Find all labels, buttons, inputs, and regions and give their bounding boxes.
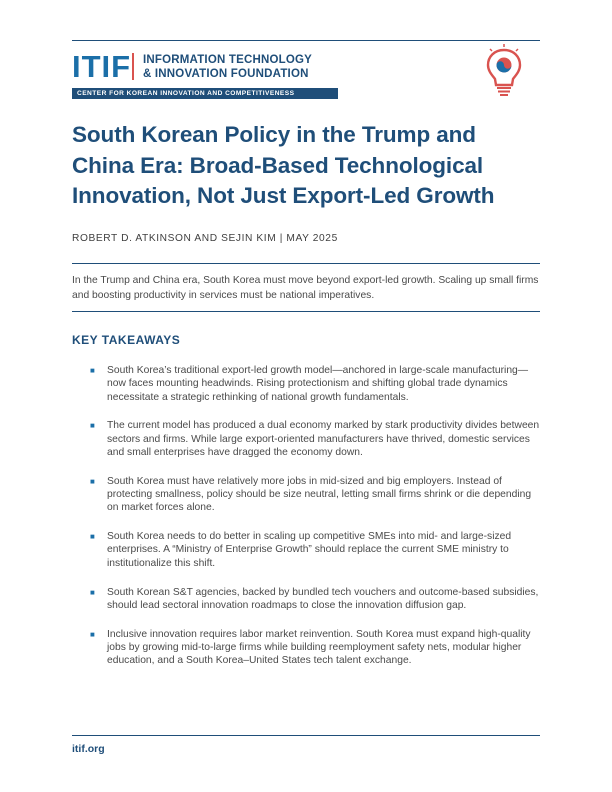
footer-rule [72,735,540,736]
footer-website-link[interactable]: itif.org [72,743,105,755]
takeaway-text: South Korea’s traditional export-led growth model—anchored in large-scale manufacturing—now faces mounting headwinds. Rising protectionism and shifting global trade dynamics necessitate a strategic rethinking of national growth fundamentals. [107,365,529,403]
report-byline: ROBERT D. ATKINSON AND SEJIN KIM | MAY 2025 [72,233,338,244]
bullet-icon: ■ [90,476,95,486]
takeaway-text: The current model has produced a dual economy marked by stark productivity divides between sectors and firms. While large export-oriented manufacturers have thrived, domestic services and small enterprises have dragged the economy down. [107,420,540,458]
takeaway-item [72,530,542,570]
bullet-icon: ■ [90,629,95,639]
bullet-icon: ■ [90,366,95,375]
center-name-band: CENTER FOR KOREAN INNOVATION AND COMPETITIVENESS [72,88,338,99]
itif-logo-mark[interactable]: ITIF [72,49,132,84]
takeaway-text: South Korea needs to do better in scaling up competitive SMEs into mid- and large-sized enterprises. A “Ministry of Enterprise Growth” should replace the current SME ministry to institutionalize this shift. [107,531,512,569]
bullet-icon: ■ [90,587,95,597]
bullet-icon: ■ [90,421,95,431]
report-title: South Korean Policy in the Trump and China Era: Broad-Based Technological Innovation, Not Just Export-Led Growth [72,122,495,208]
key-takeaways-heading: KEY TAKEAWAYS [72,333,181,347]
takeaway-item [72,364,542,404]
logo-divider [132,53,134,80]
key-takeaways-list [72,364,542,683]
summary-bottom-rule [72,311,540,312]
takeaway-text: South Korea must have relatively more jobs in mid-sized and big employers. Instead of protecting smallness, policy should be size neutral, letting small firms shrink or die depending on market forces alone. [107,475,532,514]
takeaway-text: Inclusive innovation requires labor market reinvention. South Korea must expand high-quality jobs by growing mid-to-large firms while building reemployment safety nets, modular higher education, and a South Korea–United States tech talent exchange. [107,628,531,667]
takeaway-text: South Korean S&T agencies, backed by bundled tech vouchers and outcome-based subsidies, should lead sectoral innovation roadmaps to close the innovation diffusion gap. [107,586,539,611]
top-rule [72,40,540,41]
bullet-icon: ■ [90,532,95,542]
report-summary: In the Trump and China era, South Korea must move beyond export-led growth. Scaling up small firms and boosting productivity in services must be national imperatives. [72,275,539,301]
takeaway-item [72,628,542,668]
summary-top-rule [72,263,540,264]
takeaway-item [72,475,542,515]
org-name [143,53,312,81]
takeaway-item [72,419,542,459]
lightbulb-korea-flag-icon [484,44,524,98]
org-name-line2: & INNOVATION FOUNDATION [143,68,309,80]
org-name-line1: INFORMATION TECHNOLOGY [143,54,313,66]
takeaway-item [72,586,542,613]
